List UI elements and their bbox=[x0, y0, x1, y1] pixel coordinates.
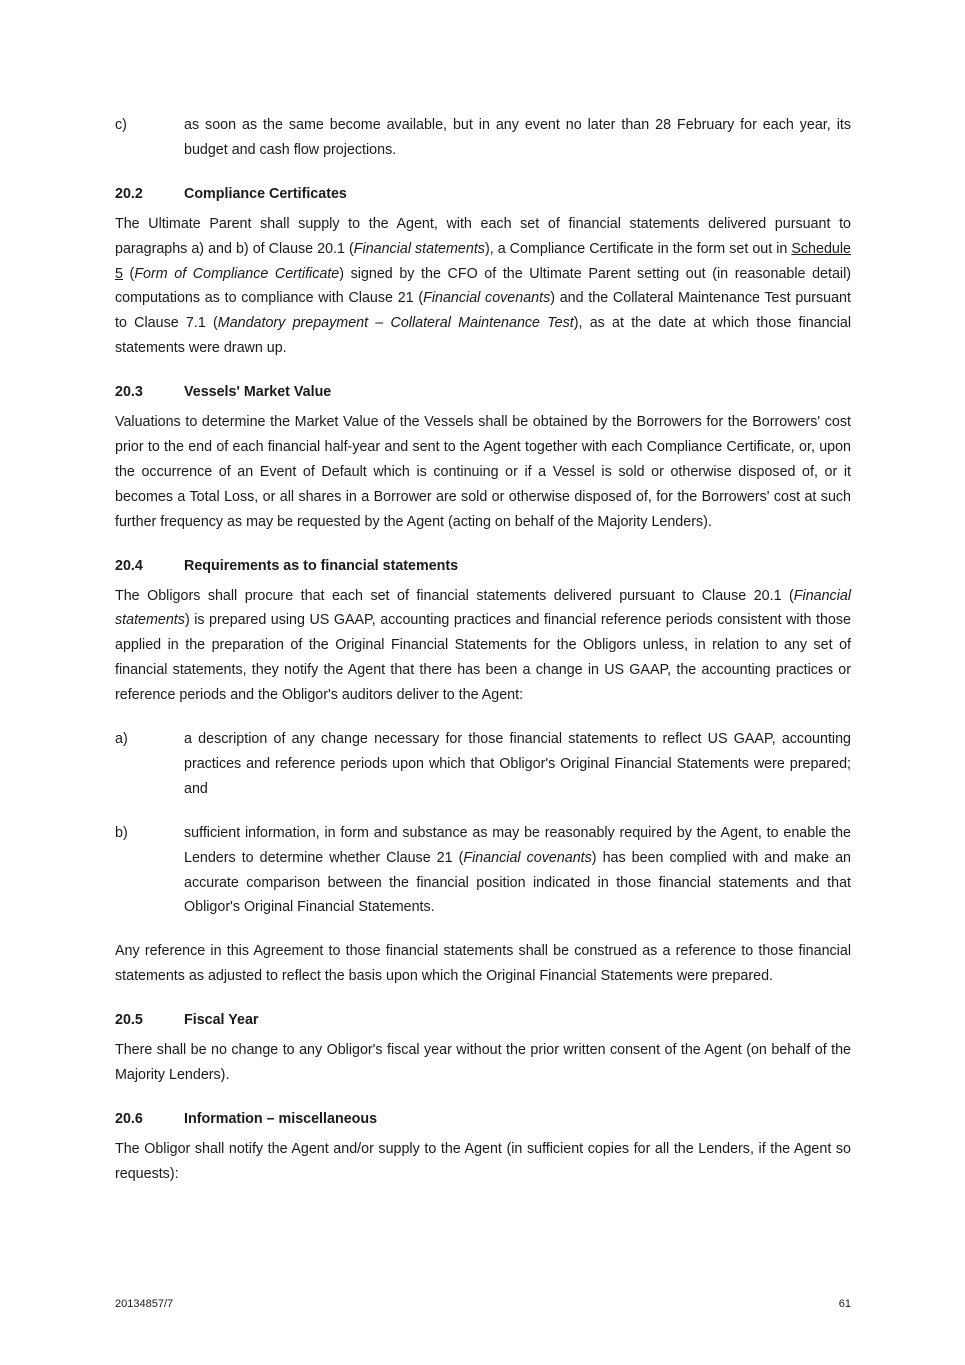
document-page bbox=[115, 113, 851, 1206]
italic-reference: Form of Compliance Certificate bbox=[134, 265, 340, 282]
page-number: 61 bbox=[838, 1298, 851, 1310]
item-label: b) bbox=[115, 824, 128, 841]
italic-reference: Financial covenants bbox=[423, 290, 551, 307]
section-heading-20-6 bbox=[115, 1107, 851, 1132]
text-run: ) and the Collateral Maintenance Test pursuant to Clause 7.1 ( bbox=[115, 290, 851, 332]
section-title: Vessels' Market Value bbox=[184, 384, 332, 401]
section-heading-20-3 bbox=[115, 380, 851, 405]
section-title: Compliance Certificates bbox=[184, 185, 347, 202]
section-title: Information – miscellaneous bbox=[184, 1110, 378, 1127]
text-run: ), a Compliance Certificate in the form set out in bbox=[484, 240, 792, 257]
text-run: ) has been complied with and make an accurate comparison between the financial position indicated in those financial statements and that Obligor's Original Financial Statements. bbox=[184, 849, 851, 916]
document-reference: 20134857/7 bbox=[115, 1298, 174, 1310]
section-20-6-body: The Obligor shall notify the Agent and/or supply to the Agent (in sufficient copies for all the Lenders, if the Agent so requests): bbox=[115, 1140, 851, 1182]
page-footer bbox=[115, 1298, 851, 1310]
section-number: 20.2 bbox=[115, 185, 143, 202]
section-number: 20.5 bbox=[115, 1012, 143, 1029]
list-item-a bbox=[115, 727, 851, 802]
section-20-2-body bbox=[115, 212, 851, 361]
item-text: as soon as the same become available, but in any event no later than 28 February for each year, its budget and cash flow projections. bbox=[184, 117, 851, 158]
section-20-4-body bbox=[115, 584, 851, 709]
item-label: c) bbox=[115, 117, 127, 133]
list-item-b bbox=[115, 821, 851, 921]
list-item-c bbox=[115, 113, 851, 163]
italic-reference: Financial covenants bbox=[463, 849, 592, 866]
section-number: 20.6 bbox=[115, 1110, 143, 1127]
text-run: ( bbox=[122, 265, 135, 282]
text-run: The Obligors shall procure that each set of financial statements delivered pursuant to Clause 20.1 ( bbox=[115, 587, 794, 604]
text-run: ) signed by the CFO of the Ultimate Parent setting out (in reasonable detail) computations as to compliance with Clause 21 ( bbox=[115, 265, 852, 307]
item-text: a description of any change necessary for those financial statements to reflect US GAAP, accounting practices and reference periods upon which that Obligor's Original Financial Statements were prepared; and bbox=[184, 731, 851, 797]
section-number: 20.4 bbox=[115, 557, 143, 574]
italic-reference: Mandatory prepayment – Collateral Maintenance Test bbox=[217, 315, 574, 332]
text-run: ) is prepared using US GAAP, accounting practices and financial reference periods consistent with those applied in the preparation of the Original Financial Statements for the Obligors unless, in relation to any set of financial statements, they notify the Agent that there has been a change in US GAAP, the accounting practices or reference periods and the Obligor's auditors deliver to the Agent: bbox=[115, 612, 851, 704]
italic-reference: Financial statements bbox=[353, 240, 485, 257]
italic-reference: Financial statements bbox=[115, 587, 851, 629]
section-title: Requirements as to financial statements bbox=[184, 557, 459, 574]
schedule-5-link[interactable]: Schedule 5 bbox=[115, 240, 851, 282]
text-run: sufficient information, in form and substance as may be reasonably required by the Agent, to enable the Lenders to determine whether Clause 21 ( bbox=[184, 824, 851, 866]
text-run: The Ultimate Parent shall supply to the Agent, with each set of financial statements delivered pursuant to paragraphs a) and b) of Clause 20.1 ( bbox=[115, 215, 851, 257]
text-run: ), as at the date at which those financial statements were drawn up. bbox=[115, 315, 852, 357]
section-number: 20.3 bbox=[115, 384, 143, 401]
section-heading-20-5 bbox=[115, 1008, 851, 1033]
section-20-4-closing: Any reference in this Agreement to those financial statements shall be construed as a reference to those financial statements as adjusted to reflect the basis upon which the Original Financial Statements were prepared. bbox=[115, 943, 851, 985]
section-20-5-body: There shall be no change to any Obligor's fiscal year without the prior written consent of the Agent (on behalf of the Majority Lenders). bbox=[115, 1042, 851, 1083]
section-title: Fiscal Year bbox=[184, 1012, 259, 1029]
item-text bbox=[184, 821, 851, 921]
section-heading-20-2 bbox=[115, 182, 851, 207]
section-20-3-body: Valuations to determine the Market Value of the Vessels shall be obtained by the Borrowers for the Borrowers' cost prior to the end of each financial half-year and sent to the Agent together with each Compliance Certificate, or, upon the occurrence of an Event of Default which is continuing or if a Vessel is sold or otherwise disposed of, or it becomes a Total Loss, or all shares in a Borrower are sold or otherwise disposed of, for the Borrowers' cost at such further frequency as may be requested by the Agent (acting on behalf of the Majority Lenders). bbox=[115, 414, 851, 530]
section-heading-20-4 bbox=[115, 554, 851, 579]
item-label: a) bbox=[115, 731, 128, 748]
